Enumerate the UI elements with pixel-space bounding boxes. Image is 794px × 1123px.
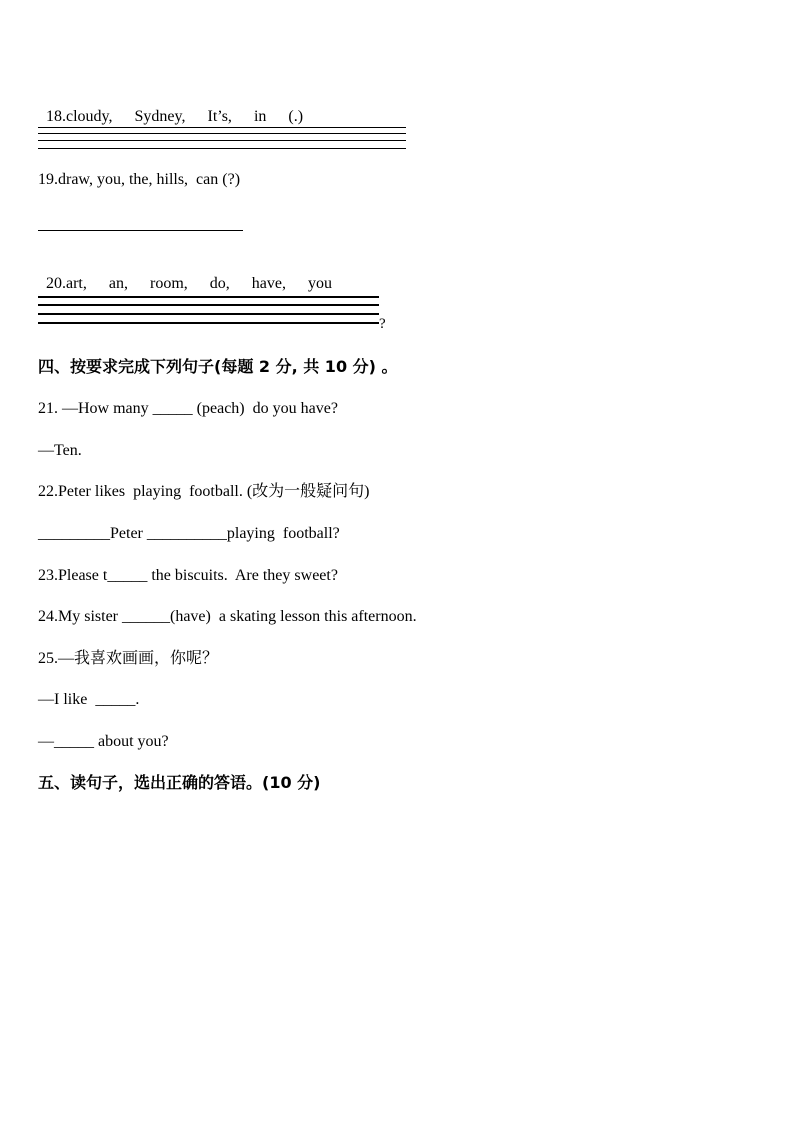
answer-line <box>38 296 379 298</box>
word: room, <box>149 275 188 292</box>
question-25-line-1: 25.—我喜欢画画，你呢？ <box>38 650 219 667</box>
section-5-title: 五、读句子，选出正确的答语。(10 分) <box>38 773 321 792</box>
word: It’s, <box>207 108 232 125</box>
question-19: 19.draw, you, the, hills, can (?) <box>38 171 241 188</box>
answer-line <box>38 304 379 306</box>
word: Sydney, <box>134 108 186 125</box>
question-25-line-3: —_____ about you? <box>38 733 169 750</box>
answer-line <box>38 313 379 315</box>
word: you <box>307 275 332 292</box>
question-24: 24.My sister ______(have) a skating lesson this afternoon. <box>38 608 417 625</box>
word: an, <box>108 275 128 292</box>
word: cloudy, <box>66 108 113 125</box>
question-23: 23.Please t_____ the biscuits. Are they sweet? <box>38 567 338 584</box>
question-25-line-2: —I like _____. <box>38 691 140 708</box>
question-21-line-1: 21. —How many _____ (peach) do you have? <box>38 400 338 417</box>
word: do, <box>209 275 230 292</box>
question-22-line-2: _________Peter __________playing football? <box>38 525 340 542</box>
section-4-title: 四、按要求完成下列句子(每题 2 分, 共 10 分) 。 <box>38 357 398 376</box>
answer-line <box>38 127 406 128</box>
answer-line <box>38 230 243 231</box>
question-mark: ? <box>379 316 386 332</box>
word: art, <box>66 275 87 292</box>
question-22-line-1: 22.Peter likes playing football. (改为一般疑问句) <box>38 483 370 500</box>
word: (.) <box>288 108 304 125</box>
question-20 <box>38 254 332 294</box>
question-number: 20. <box>46 275 66 292</box>
answer-line <box>38 140 406 141</box>
answer-line <box>38 133 406 134</box>
question-21-line-2: —Ten. <box>38 442 82 459</box>
question-18 <box>38 87 303 127</box>
question-number: 18. <box>46 108 66 125</box>
word: in <box>253 108 267 125</box>
answer-line <box>38 322 379 324</box>
answer-line <box>38 148 406 149</box>
word: have, <box>251 275 286 292</box>
